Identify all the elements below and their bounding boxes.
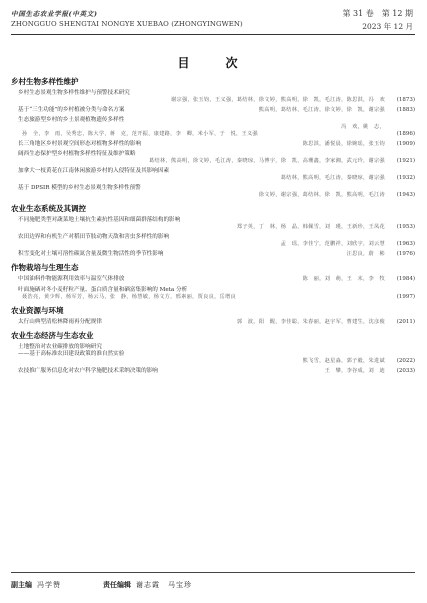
journal-name-en: ZHONGGUO SHENGTAI NONGYE XUEBAO (ZHONGYINGWEN)	[11, 20, 243, 28]
article-title[interactable]: 不同施肥类型对蔬菜地土壤抗生素抗性基因和细菌群落结构的影响	[18, 217, 181, 224]
toc-entry[interactable]	[11, 234, 415, 248]
toc-section	[11, 262, 415, 300]
section-heading: 农业生态系统及其调控	[11, 204, 86, 214]
article-title[interactable]: 太行山典型清松林降雨再分配规律	[18, 318, 102, 325]
article-title[interactable]: 长三角地区乡村景观空间形态对植物多样性的影响	[18, 141, 142, 147]
article-authors: 葛结林，熊高明，毛江涛，秦晓琼，谢宗强 (1932)	[280, 175, 415, 182]
page-number[interactable]: (2022)	[396, 358, 415, 365]
toc-entry[interactable]	[11, 90, 415, 104]
entry-line	[18, 276, 415, 283]
editor-footer	[11, 580, 192, 590]
entry-line	[18, 107, 415, 114]
article-authors: 徐文婷，谢宗强，葛结林，徐 凯，熊高明，毛江涛 (1943)	[258, 192, 415, 199]
article-authors: 冯 欢，姚 志，	[341, 124, 385, 131]
page-number[interactable]: (2033)	[396, 368, 415, 375]
managing-editor-name: 谢志霞 马宝珍	[136, 581, 192, 589]
volume-issue: 第 31 卷 第 12 期	[342, 9, 413, 18]
article-title[interactable]: 基于“三生功能”的乡村植被分类与命名方案	[18, 107, 125, 113]
page-number[interactable]: (1976)	[396, 251, 415, 258]
article-title[interactable]: 农技推广服务信息化对农户科学施肥技术采纳决策的影响	[18, 368, 158, 375]
entry-line	[18, 141, 415, 148]
toc-section	[11, 76, 415, 199]
article-title[interactable]: 阔西生态保护型乡村植物多样性特征及维护策略	[18, 151, 136, 158]
page-title: 目 次	[177, 56, 250, 70]
section-heading: 乡村生物多样性维护	[11, 77, 79, 86]
deputy-editor-label: 副主编	[11, 580, 32, 589]
toc-entry[interactable]	[11, 319, 415, 326]
page-number[interactable]: (1953)	[396, 224, 415, 231]
managing-editor-label: 责任编辑	[103, 580, 131, 589]
page-number[interactable]: (1921)	[396, 158, 415, 165]
article-authors: 郑子英，丁 林，杨 晶，韩佩雪，刘 瑾，王新珍，王凤花 (1953)	[236, 224, 415, 231]
article-authors: 熊高明，葛结林，毛江涛，徐文婷，徐 凯，谢宗强	[258, 107, 385, 113]
page-number[interactable]: (1909)	[396, 141, 415, 147]
page-number[interactable]: (1883)	[396, 107, 415, 113]
toc-entry[interactable]	[11, 151, 415, 165]
page-number[interactable]: (1932)	[396, 175, 415, 182]
article-authors: 孟 瑶，李佳宁，范鹏祥，刘欣宇，刘云慧 (1963)	[280, 241, 415, 248]
toc-entry[interactable]	[11, 276, 415, 283]
article-title[interactable]: 农田边界和有机生产对稻田节肢动物天敌和害虫多样性的影响	[18, 234, 170, 241]
article-authors: 谢宗强，张玉钧，王义强，葛结林，徐文婷，熊高明，徐 凯，毛江涛，陈思淇，冯 欢 (1873)	[170, 97, 415, 104]
footer-rule	[11, 572, 415, 573]
article-title[interactable]: 乡村生态景观生物多样性维护与预警技术研究	[18, 90, 130, 96]
page-number[interactable]: (1984)	[396, 276, 415, 283]
article-title[interactable]: 中国油料作物能源利用效率与温室气体排放	[18, 276, 125, 283]
header-rule	[11, 34, 415, 35]
article-authors: 王 攀，李谷成，刘 迪	[324, 368, 385, 375]
toc-section	[11, 305, 415, 326]
page-number[interactable]: (1873)	[396, 97, 415, 104]
entry-line	[18, 319, 415, 326]
article-authors: 熊飞雪，赵星淼，郭子毅，朱进斌 (2022)	[302, 358, 415, 365]
article-authors: 汪思良，蔚 彬	[346, 251, 385, 258]
toc-entry[interactable]	[11, 217, 415, 231]
article-subtitle: ——基于高标准农田建设政策的准自然实验	[18, 351, 125, 358]
page-number[interactable]: (1963)	[396, 241, 415, 248]
article-authors: 聂浩亮，黄少辉，杨军芳，杨云马，张 静，杨慧敏，杨文方，邢素丽，贾良良，岳增良 (1997)	[22, 293, 415, 300]
toc-entry[interactable]	[11, 344, 415, 365]
deputy-editor-name: 冯学赞	[37, 581, 61, 589]
article-authors: 郭 波，阳 醒，李佳聪，朱春丽，赵宇军，曹建生，沈彦俊	[236, 318, 385, 325]
article-authors: 葛结林，熊高明，徐文婷，毛江涛，秦晓琼，马博宇，徐 凯，高珊鑫，李家湘，武元玲，谢宗强 (1921)	[149, 158, 415, 165]
article-authors: 陈 丽，刘 萌，王 末，李 牧	[302, 276, 385, 283]
issue-info	[342, 8, 413, 32]
article-title[interactable]: 加拿大一枝黄花在江南休闲旅游乡村的入侵特征及其影响因素	[18, 168, 170, 175]
journal-name-cn: 中国生态农业学报(中英文)	[11, 10, 98, 18]
section-heading: 农业生态经济与生态农业	[11, 330, 94, 340]
section-heading: 农业资源与环境	[11, 305, 64, 315]
article-authors: 陈思淇，潘悦晨，徐婉瑶，张玉钧	[302, 141, 385, 147]
toc-section	[11, 330, 415, 375]
toc-entry[interactable]	[11, 107, 415, 114]
toc-entry[interactable]	[11, 168, 415, 182]
article-authors: 孙 全，李 雨，吴秀忠，陈大学，蒋 克，范开振，康建路，李 卿，米小军，于 悦，王义强 (1896)	[22, 131, 415, 138]
toc-entry[interactable]	[11, 368, 415, 375]
page-number[interactable]: (1943)	[396, 192, 415, 199]
article-title[interactable]: 积雪变化对土壤可溶性碳氮含量及微生物活性的季节性影响	[18, 251, 164, 258]
toc-entry[interactable]	[11, 185, 415, 199]
issue-date: 2023 年 12 月	[362, 22, 413, 31]
toc-content	[11, 72, 415, 375]
toc-entry[interactable]	[11, 251, 415, 258]
journal-header	[11, 8, 281, 28]
toc-entry[interactable]	[11, 141, 415, 148]
article-title[interactable]: 叶面施硒对冬小麦籽粒产量、蛋白质含量和硒富集影响的 Meta 分析	[18, 286, 188, 293]
toc-section	[11, 203, 415, 258]
toc-entry[interactable]	[11, 287, 415, 301]
page-number[interactable]: (1997)	[396, 293, 415, 300]
article-title[interactable]: 生态旅游型乡村的乡土景观植物遗传多样性	[18, 117, 125, 124]
page-number[interactable]: (2011)	[396, 318, 415, 325]
article-title[interactable]: 土地整治对农业碳排放的影响研究	[18, 343, 102, 350]
entry-line	[18, 251, 415, 258]
section-heading: 作物栽培与生理生态	[11, 263, 79, 273]
entry-line	[18, 368, 415, 375]
toc-entry[interactable]	[11, 117, 415, 138]
page-number[interactable]: (1896)	[396, 131, 415, 138]
article-title[interactable]: 基于 DPSIR 模型的乡村生态景观生物多样性预警	[18, 185, 141, 192]
